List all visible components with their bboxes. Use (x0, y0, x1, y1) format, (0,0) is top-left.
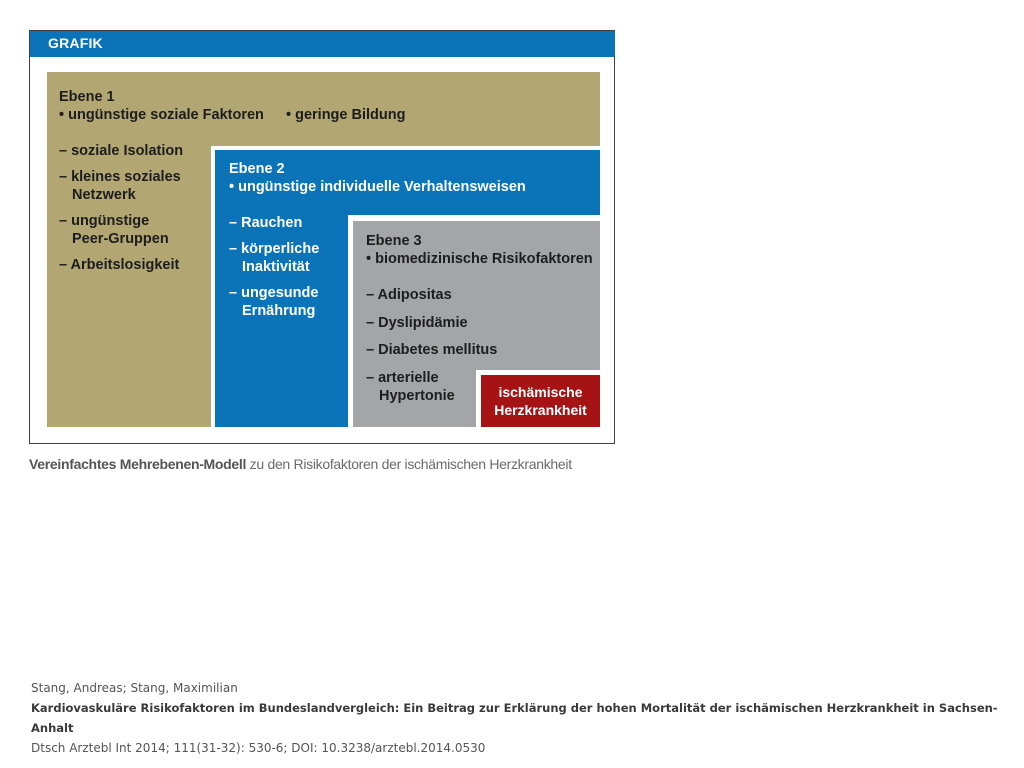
level-3-title: Ebene 3 (366, 233, 422, 249)
level-3-item (366, 341, 497, 359)
level-2-items (229, 214, 319, 328)
item-line: – Rauchen (229, 215, 303, 231)
item-line: – körperliche (229, 241, 320, 257)
level-2-item (229, 240, 319, 276)
level-1-item (59, 212, 183, 248)
level-3-item (366, 314, 497, 332)
citation-authors: Stang, Andreas; Stang, Maximilian (31, 681, 238, 695)
item-line: – Adipositas (366, 287, 452, 303)
outcome-box (481, 375, 600, 427)
item-line: – Arbeitslosigkeit (59, 257, 180, 273)
item-line: – arterielle (366, 370, 439, 386)
citation (31, 678, 1024, 758)
level-2-title: Ebene 2 (229, 161, 285, 177)
item-line: Netzwerk (72, 187, 136, 203)
item-line: Peer-Gruppen (72, 231, 169, 247)
item-line: Hypertonie (379, 388, 455, 404)
level-3-item (366, 369, 497, 405)
outcome-line-2: Herzkrankheit (494, 402, 587, 418)
level-3-item (366, 286, 497, 304)
item-line: – ungesunde (229, 285, 319, 301)
header-bar (30, 31, 615, 57)
level-2-bullet: • ungünstige individuelle Verhaltensweisen (229, 179, 526, 195)
citation-title: Kardiovaskuläre Risikofaktoren im Bundeslandvergleich: Ein Beitrag zur Erklärung der hohen Mortalität der ischämischen Herzkrankheit in Sachsen-Anhalt (31, 701, 998, 735)
outcome-line-1: ischämische (498, 384, 583, 400)
item-line: – kleines soziales (59, 169, 181, 185)
caption-bold: Vereinfachtes Mehrebenen-Modell (29, 456, 247, 472)
item-line: – soziale Isolation (59, 143, 184, 159)
level-1-bullet-social: • ungünstige soziale Faktoren (59, 107, 264, 123)
level-1-item (59, 142, 183, 160)
caption-rest: zu den Risikofaktoren der ischämischen Herzkrankheit (246, 456, 572, 472)
item-line: – Dyslipidämie (366, 315, 468, 331)
level-1-items (59, 142, 183, 282)
level-2-item (229, 284, 319, 320)
item-line: Ernährung (242, 303, 316, 319)
figure-label: GRAFIK (48, 35, 103, 51)
item-line: Inaktivität (242, 259, 310, 275)
level-2-item (229, 214, 319, 232)
level-1-title: Ebene 1 (59, 89, 115, 105)
item-line: – ungünstige (59, 213, 150, 229)
level-1-item (59, 256, 183, 274)
level-3-items (366, 286, 497, 413)
level-1-bullet-education: • geringe Bildung (286, 107, 406, 123)
citation-source: Dtsch Arztebl Int 2014; 111(31-32): 530-6; DOI: 10.3238/arztebl.2014.0530 (31, 741, 486, 755)
item-line: – Diabetes mellitus (366, 342, 498, 358)
level-3-bullet: • biomedizinische Risikofaktoren (366, 251, 593, 267)
figure-caption (29, 456, 572, 472)
level-1-item (59, 168, 183, 204)
